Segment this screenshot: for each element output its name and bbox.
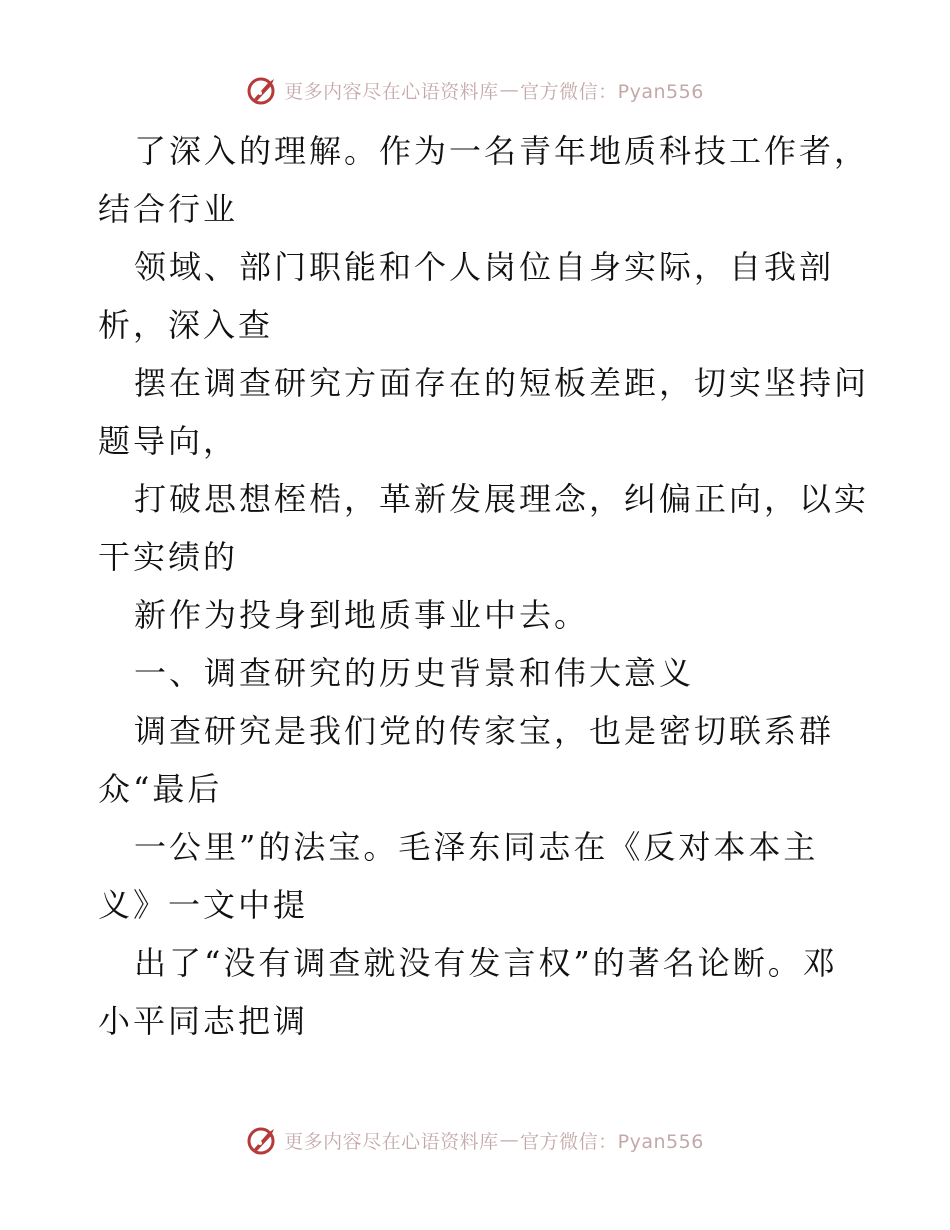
watermark-wechat-text: 官方微信：Pyan556 <box>520 80 704 103</box>
header-watermark <box>0 70 950 110</box>
document-line: 了深入的理解。作为一名青年地质科技工作者， <box>134 132 870 170</box>
document-line: 一、调查研究的历史背景和伟大意义 <box>134 654 695 692</box>
pen-nib-circle-icon <box>246 73 280 107</box>
document-line: 题导向， <box>98 422 239 460</box>
document-body <box>98 122 870 1050</box>
document-line: 干实绩的 <box>98 538 239 576</box>
document-line: 新作为投身到地质事业中去。 <box>134 596 590 634</box>
document-line: 摆在调查研究方面存在的短板差距，切实坚持问 <box>134 364 870 402</box>
document-line: 出了“没有调查就没有发言权”的著名论断。邓 <box>134 944 838 982</box>
document-line: 调查研究是我们党的传家宝，也是密切联系群 <box>134 712 835 750</box>
watermark-main-text: 更多内容尽在心语资料库 <box>284 1130 499 1153</box>
watermark-dash: — <box>499 1129 520 1151</box>
watermark-wechat-text: 官方微信：Pyan556 <box>520 1130 704 1153</box>
document-line: 打破思想桎梏，革新发展理念，纠偏正向，以实 <box>134 480 870 518</box>
document-line: 析，深入查 <box>98 306 274 344</box>
document-line: 众“最后 <box>98 770 223 808</box>
document-line: 义》一文中提 <box>98 886 309 924</box>
document-line: 领域、部门职能和个人岗位自身实际，自我剖 <box>134 248 835 286</box>
watermark-main-text: 更多内容尽在心语资料库 <box>284 80 499 103</box>
document-line: 一公里”的法宝。毛泽东同志在《反对本本主 <box>134 828 819 866</box>
footer-watermark <box>0 1120 950 1160</box>
document-line: 小平同志把调 <box>98 1002 309 1040</box>
document-line: 结合行业 <box>98 190 239 228</box>
watermark-dash: — <box>499 79 520 101</box>
pen-nib-circle-icon <box>246 1123 280 1157</box>
